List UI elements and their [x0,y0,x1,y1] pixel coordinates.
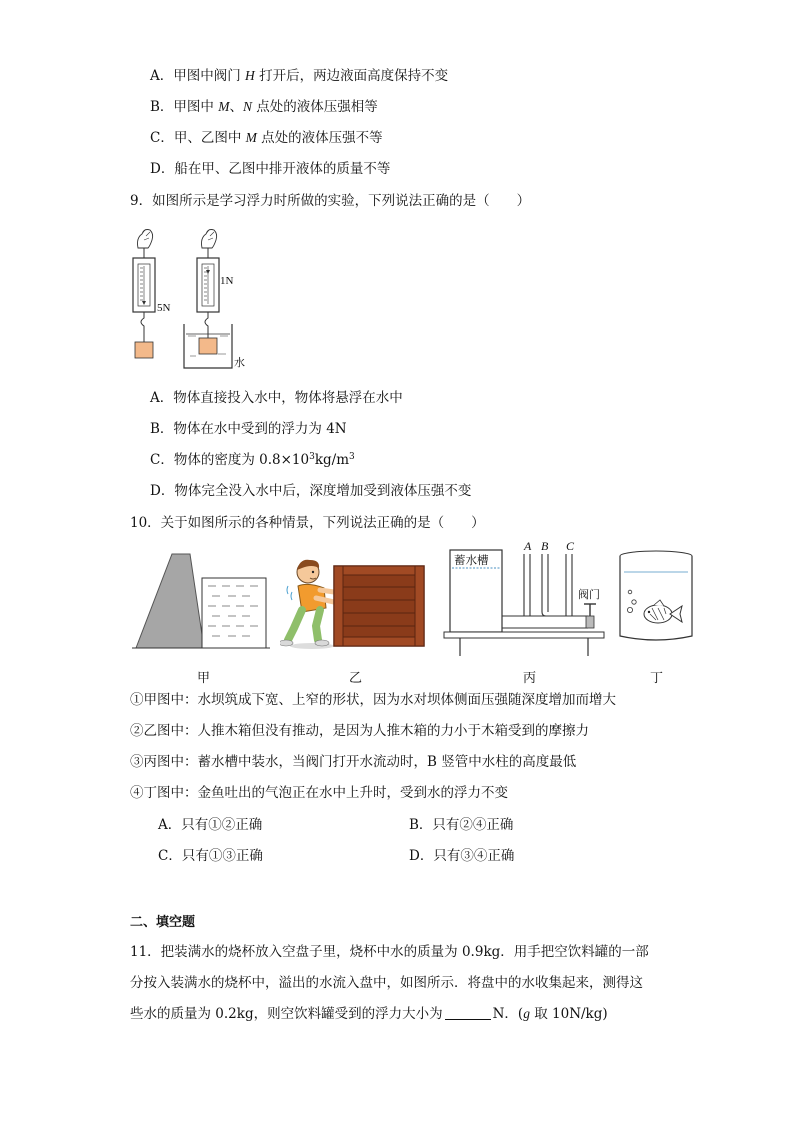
caption-ding: 丁 [650,671,664,686]
table-stand [444,632,604,656]
q9-option-b: B．物体在水中受到的浮力为 4N [150,421,347,437]
q10-option-d: D．只有③④正确 [409,848,515,864]
crate-icon [334,566,424,646]
q8-option-a: A．甲图中阀门 H 打开后，两边液面高度保持不变 [150,68,449,84]
q11-line-2: 分按入装满水的烧杯中，溢出的水流入盘中，如图所示．将盘中的水收集起来，测得这 [130,975,643,991]
q9-option-a: A．物体直接投入水中，物体将悬浮在水中 [150,390,403,406]
q9-option-c: C．物体的密度为 $0.8\times 10^3kg/m^3$ [150,452,355,468]
statement-4: ④丁图中：金鱼吐出的气泡正在水中上升时，受到水的浮力不变 [130,785,508,801]
section-heading: 二、填空题 [130,915,196,930]
pipe-label-c: C [566,540,575,553]
statement-2: ②乙图中：人推木箱但没有推动，是因为人推木箱的力小于木箱受到的摩擦力 [130,723,589,739]
q10-option-c: C．只有①③正确 [158,848,263,864]
statement-3: ③丙图中：蓄水槽中装水，当阀门打开水流动时，B 竖管中水柱的高度最低 [130,754,577,770]
statement-1: ①甲图中：水坝筑成下宽、上窄的形状，因为水对坝体侧面压强随深度增加而增大 [130,692,616,708]
fish-bowl-figure [614,548,698,646]
block-right [199,338,217,354]
q11-line-1: 11．把装满水的烧杯放入空盘子里，烧杯中水的质量为 0.9kg．用手把空饮料罐的一部 [130,944,649,960]
q9-stem: 9．如图所示是学习浮力时所做的实验，下列说法正确的是（ ） [130,193,531,209]
pipe-label-b: B [541,540,549,553]
var-h: H [245,68,255,83]
caption-jia: 甲 [197,671,211,686]
hand-icon-right [202,230,217,249]
label-water: 水 [234,356,245,369]
water-tank-figure [442,540,610,658]
answer-blank[interactable] [445,1005,491,1020]
q10-stem: 10．关于如图所示的各种情景，下列说法正确的是（ ） [130,515,485,531]
dam-figure [132,550,272,652]
caption-bing: 丙 [523,671,537,686]
q8-option-d: D．船在甲、乙图中排开液体的质量不等 [150,161,391,177]
q8-option-c: C．甲、乙图中 M 点处的液体压强不等 [150,130,383,146]
dam-icon [136,554,204,648]
boy-icon [280,560,334,649]
valve-label: 阀门 [578,588,600,601]
q10-option-b: B．只有②④正确 [409,817,514,833]
label-5n: 5N [157,302,171,314]
q9-option-d: D．物体完全没入水中后，深度增加受到液体压强不变 [150,483,472,499]
pipe-label-a: A [524,540,532,553]
reservoir-water [202,578,266,648]
push-crate-figure [280,556,430,652]
caption-yi: 乙 [349,671,363,686]
valve-icon [584,604,596,628]
hand-icon-left [138,230,153,249]
q10-option-a: A．只有①②正确 [158,817,263,833]
q11-line-3: 些水的质量为 0.2kg，则空饮料罐受到的浮力大小为 N．(g 取 10N/kg) [130,1006,608,1022]
spring-scale-figure [128,226,248,372]
label-1n: 1N [220,275,234,287]
q8-option-b: B．甲图中 M、N 点处的液体压强相等 [150,99,378,115]
block-left [135,342,153,358]
tank-label: 蓄水槽 [454,553,489,567]
